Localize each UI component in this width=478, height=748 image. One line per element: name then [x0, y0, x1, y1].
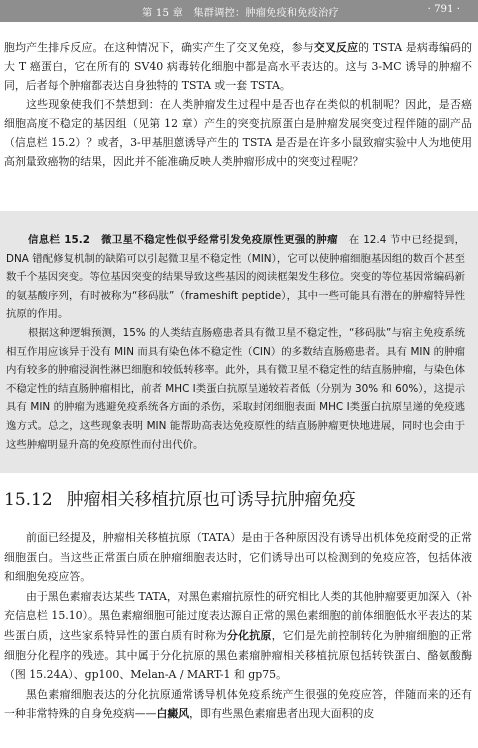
paragraph: 前面已经提及，肿瘤相关移植抗原（TATA）是由于各种原因没有诱导出机体免疫耐受的正常细胞蛋白。当这些正常蛋白质在肿瘤细胞表达时，它们诱导出可以检测到的免疫应答，包括体液和细胞免疫应答。: [4, 531, 472, 584]
chapter-title: 第 15 章 集群调控：肿瘤免疫和免疫治疗: [142, 8, 339, 19]
paragraph: 这些现象使我们不禁想到：在人类肿瘤发生过程中是否也存在类似的机制呢？因此，是否癌细胞高度不稳定的基因组（见第 12 章）产生的突变抗原蛋白是肿瘤发展突变过程伴随的副产品（信息栏 15.2）？或者，3-甲基胆蒽诱导产生的 TSTA 是否是在许多小鼠致瘤实验中人为地使用高剂量致癌物的结果，因此并不能准确反映人类肿瘤形成中的突变过程呢？: [4, 98, 472, 168]
text-run: 在 12.4 节中已经提到，DNA 错配修复机制的缺陷可以引起微卫星不稳定性（MIN），它可以使肿瘤细胞基因组的数百个甚至数千个基因突变。等位基因突变的结果导致这些基因的阅读框架发生移位。突变的等位基因常编码新的氨基酸序列，有时被称为“移码肽”（frameshift peptide），其中一些可能具有潜在的肿瘤特异性抗原的作用。: [6, 234, 466, 321]
paragraph: [4, 38, 472, 95]
text-run: 由于黑色素瘤表达某些 TATA，对黑色素瘤抗原性的研究相比人类的其他肿瘤要更加深入（补充信息栏 15.10）。黑色素瘤细胞可能过度表达源自正常的黑色素细胞的前体细胞低水平表达的某些蛋白质，这些家系特异性的蛋白质有时称为: [4, 589, 472, 642]
info-box-title: 信息栏 15.2 微卫星不稳定性似乎经常引发免疫原性更强的肿瘤: [28, 234, 338, 246]
section-text: [4, 528, 472, 724]
info-box-content: [6, 231, 465, 454]
bold-term: 交叉反应: [313, 41, 359, 54]
bold-term: 白癜风: [156, 707, 190, 721]
info-box: [0, 211, 478, 473]
info-box-paragraph: 根据这种逻辑预测，15% 的人类结直肠癌患者具有微卫星不稳定性，“移码肽”与宿主免疫系统相互作用应该异于没有 MIN 而具有染色体不稳定性（CIN）的多数结直肠癌患者。具有 MIN 的肿瘤内有较多的肿瘤浸润性淋巴细胞和较低转移率。此外，具有微卫星不稳定性的结直肠肿瘤，与染色体不稳定性的结直肠肿瘤相比，前者 MHC Ⅰ类蛋白抗原呈递较若者低（分别为 30% 和 60%），这提示具有 MIN 的肿瘤为逃避免疫系统各方面的杀伤，采取封闭细胞表面 MHC Ⅰ类蛋白抗原呈递的免疫逃逸方式。总之，这些现象表明 MIN 能帮助高表达免疫原性的结直肠肿瘤更快地进展，同时也会由于这些肿瘤明显升高的免疫原性而付出代价。: [6, 326, 465, 451]
page-number: · 791 ·: [427, 4, 460, 15]
section-heading: [4, 489, 474, 511]
section-number: 15.12: [4, 490, 53, 510]
paragraph: [4, 587, 472, 685]
text-run: 黑色素瘤细胞表达的分化抗原通常诱导机体免疫系统产生很强的免疫应答，伴随而来的还有一种非常特殊的自身免疫病——: [4, 687, 472, 721]
running-header: [0, 0, 478, 22]
intro-text: [4, 38, 472, 171]
paragraph: [4, 685, 472, 724]
bold-term: 分化抗原: [226, 628, 272, 642]
section-title: 肿瘤相关移植抗原也可诱导抗肿瘤免疫: [66, 490, 356, 510]
text-run: ，它们是先前控制转化为肿瘤细胞的正常细胞分化程序的残迹。其中属于分化抗原的黑色素瘤肿瘤相关移植抗原包括转铁蛋白、酪氨酸酶（图 15.24A）、gp100、Melan-A / MART-1 和 gp75。: [4, 628, 472, 682]
text-run: ，即有些黑色素瘤患者出现大面积的皮: [189, 707, 375, 721]
info-box-paragraph: [6, 231, 465, 324]
text-run: 的 TSTA 是病毒编码的大 T 癌蛋白，它在所有的 SV40 病毒转化细胞中都是高水平表达的。这与 3-MC 诱导的肿瘤不同，后者每个肿瘤都表达自身独特的 TSTA 或一套 TSTA。: [4, 41, 472, 92]
text-run: 胞均产生排斥反应。在这种情况下，确实产生了交叉免疫，参与: [4, 41, 314, 54]
